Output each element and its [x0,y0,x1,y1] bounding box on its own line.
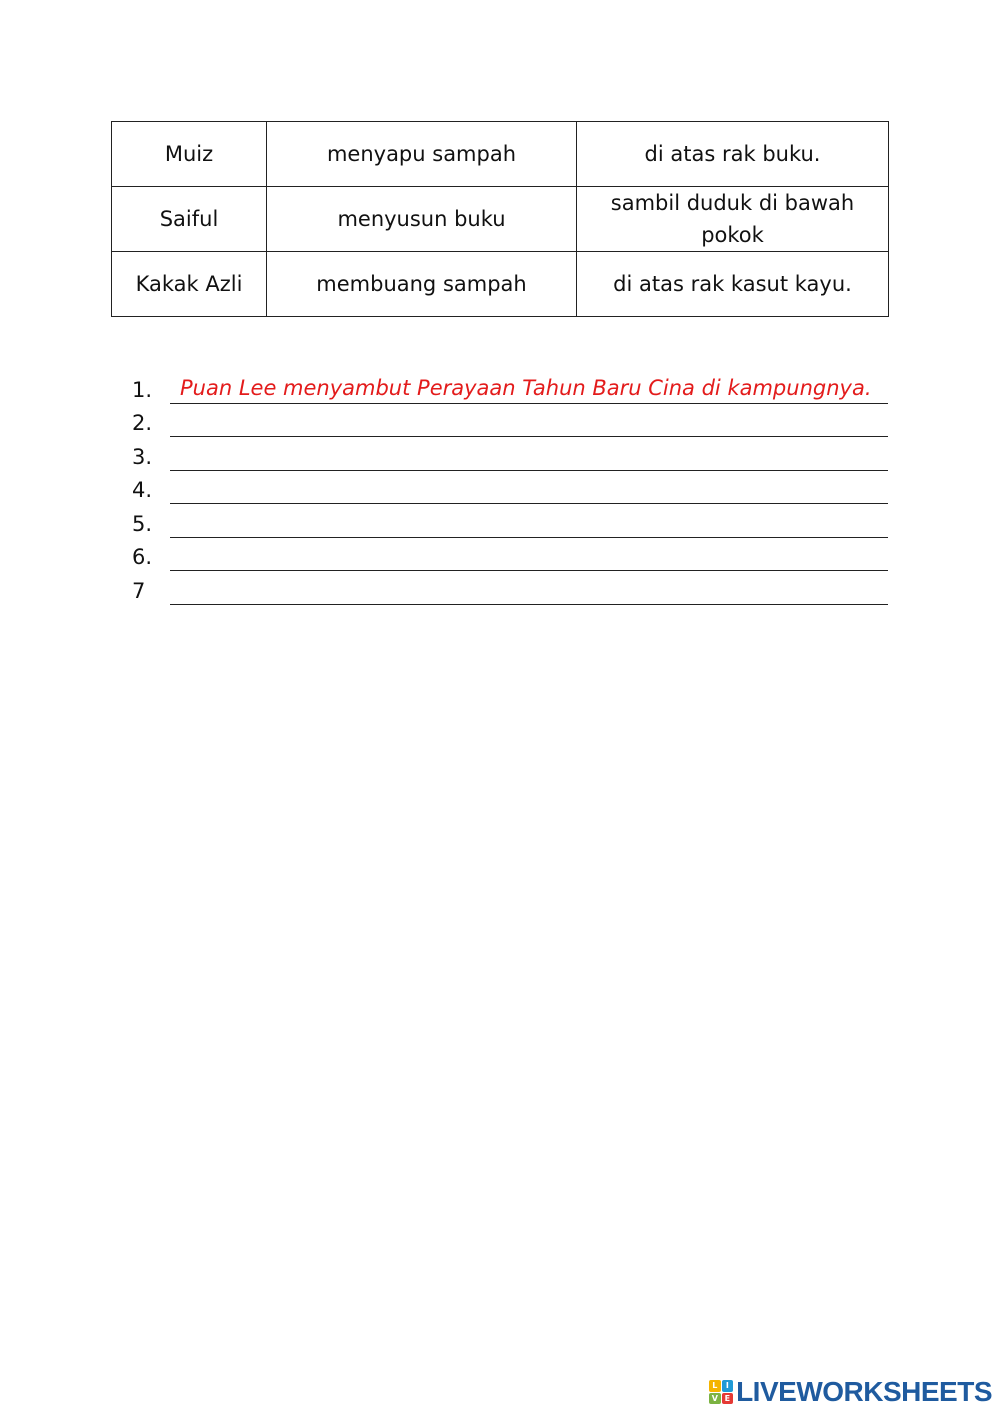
table-cell-action: menyusun buku [267,187,577,252]
answer-number: 1. [132,378,153,402]
answer-line-3[interactable] [128,437,888,471]
table-cell-place: di atas rak kasut kayu. [577,252,889,317]
answer-number: 7 [132,579,146,603]
answer-line-2[interactable] [128,403,888,437]
badge-letter: V [709,1393,721,1405]
table-cell-place: di atas rak buku. [577,122,889,187]
answer-line-4[interactable] [128,470,888,504]
logo-text: LIVEWORKSHEETS [736,1376,992,1407]
answer-number: 2. [132,411,153,435]
table-cell-place: sambil duduk di bawah pokok [577,187,889,252]
answer-line-7[interactable] [128,571,888,605]
table-cell-action: menyapu sampah [267,122,577,187]
badge-letter: E [722,1393,734,1405]
answer-number: 3. [132,445,153,469]
table-row [112,252,889,317]
answer-line-5[interactable] [128,504,888,538]
answer-line-6[interactable] [128,537,888,571]
table-cell-subject: Muiz [112,122,267,187]
table-cell-action: membuang sampah [267,252,577,317]
liveworksheets-logo [709,1377,992,1407]
answer-number: 5. [132,512,153,536]
answer-text[interactable]: Puan Lee menyambut Perayaan Tahun Baru Cina di kampungnya. [180,376,872,400]
answer-rule [170,604,888,605]
badge-letter: I [722,1380,734,1392]
sentence-parts-table [111,121,889,317]
answer-number: 6. [132,545,153,569]
table-row [112,187,889,252]
badge-letter: L [709,1380,721,1392]
answer-number: 4. [132,478,153,502]
table-cell-subject: Kakak Azli [112,252,267,317]
answer-line-1[interactable] [128,370,888,404]
live-badge-icon [709,1380,733,1404]
table-row [112,122,889,187]
table-cell-subject: Saiful [112,187,267,252]
